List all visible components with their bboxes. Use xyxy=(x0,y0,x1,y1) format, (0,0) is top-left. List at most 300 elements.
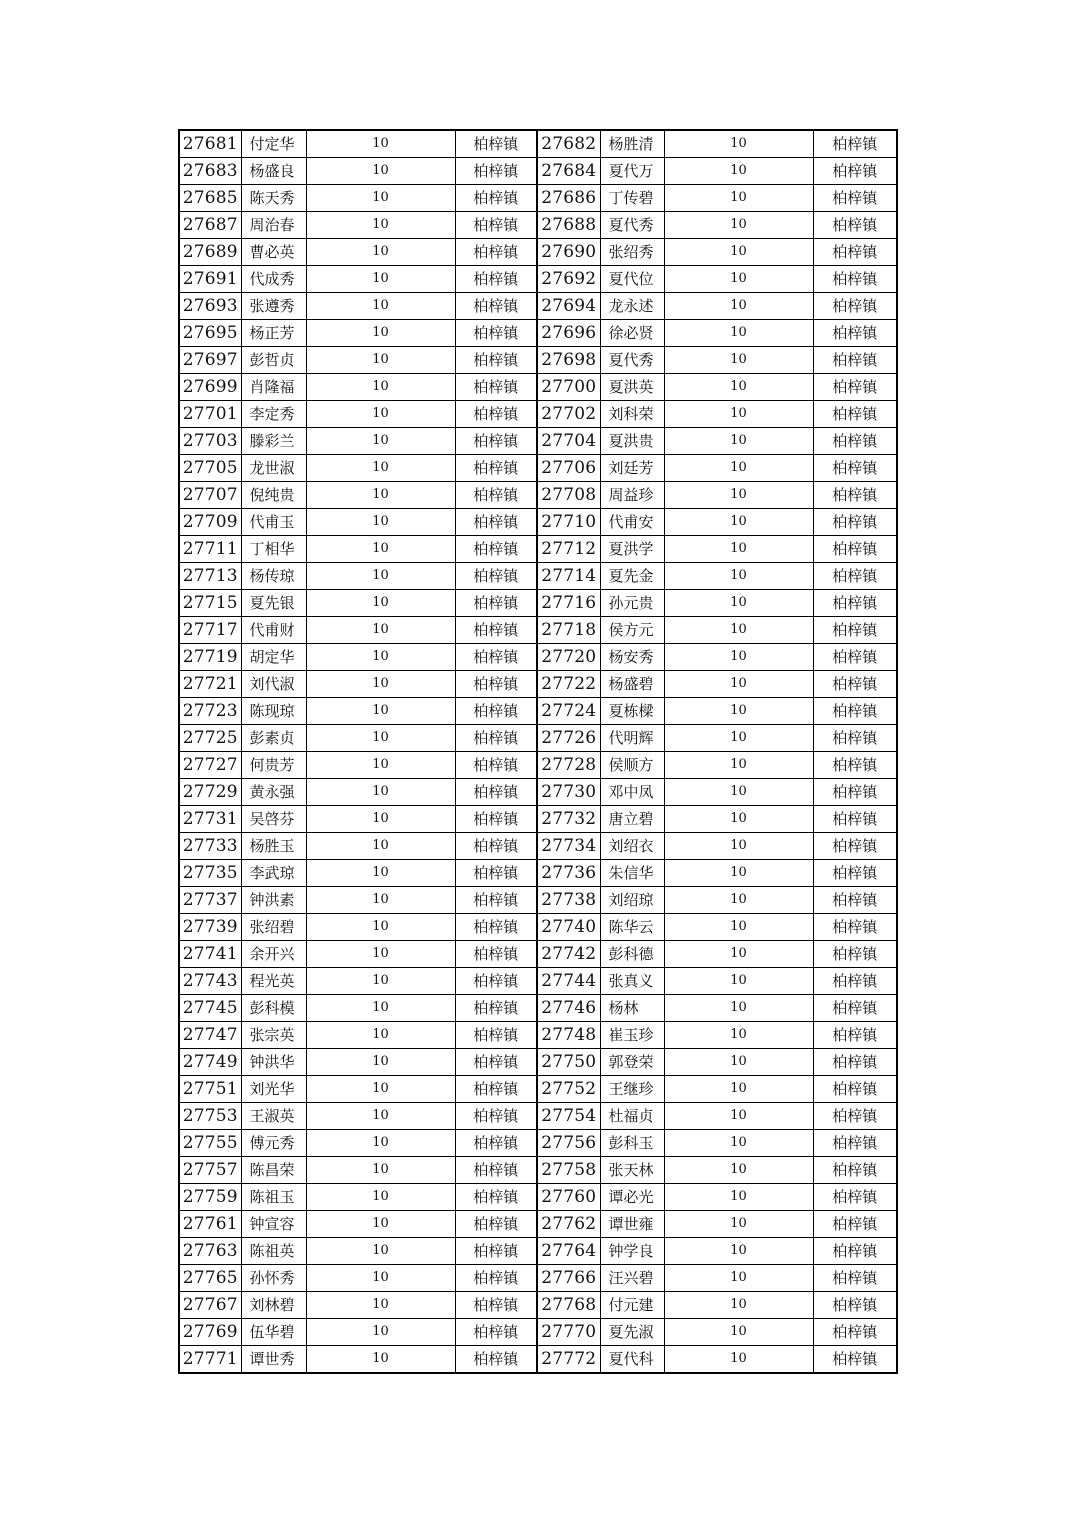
person-name-cell: 徐必贤 xyxy=(600,320,664,347)
town-name-cell: 柏梓镇 xyxy=(813,158,897,185)
table-row xyxy=(179,374,897,401)
record-id-cell: 27771 xyxy=(179,1346,241,1374)
record-id-cell: 27690 xyxy=(537,239,600,266)
amount-cell: 10 xyxy=(664,1238,813,1265)
amount-cell: 10 xyxy=(306,212,455,239)
town-name-cell: 柏梓镇 xyxy=(455,293,537,320)
person-name-cell: 李定秀 xyxy=(241,401,306,428)
record-id-cell: 27727 xyxy=(179,752,241,779)
town-name-cell: 柏梓镇 xyxy=(455,455,537,482)
record-id-cell: 27691 xyxy=(179,266,241,293)
amount-cell: 10 xyxy=(664,833,813,860)
person-name-cell: 汪兴碧 xyxy=(600,1265,664,1292)
amount-cell: 10 xyxy=(664,1346,813,1374)
table-row xyxy=(179,401,897,428)
town-name-cell: 柏梓镇 xyxy=(813,833,897,860)
record-id-cell: 27761 xyxy=(179,1211,241,1238)
table-row xyxy=(179,698,897,725)
person-name-cell: 伍华碧 xyxy=(241,1319,306,1346)
amount-cell: 10 xyxy=(664,1292,813,1319)
roster-table xyxy=(178,129,898,1374)
amount-cell: 10 xyxy=(306,374,455,401)
record-id-cell: 27741 xyxy=(179,941,241,968)
table-row xyxy=(179,1157,897,1184)
record-id-cell: 27745 xyxy=(179,995,241,1022)
amount-cell: 10 xyxy=(306,1049,455,1076)
town-name-cell: 柏梓镇 xyxy=(813,1049,897,1076)
amount-cell: 10 xyxy=(664,725,813,752)
record-id-cell: 27757 xyxy=(179,1157,241,1184)
amount-cell: 10 xyxy=(664,482,813,509)
person-name-cell: 傅元秀 xyxy=(241,1130,306,1157)
person-name-cell: 代甫玉 xyxy=(241,509,306,536)
amount-cell: 10 xyxy=(664,806,813,833)
person-name-cell: 崔玉珍 xyxy=(600,1022,664,1049)
person-name-cell: 丁传碧 xyxy=(600,185,664,212)
town-name-cell: 柏梓镇 xyxy=(455,1238,537,1265)
record-id-cell: 27734 xyxy=(537,833,600,860)
person-name-cell: 夏代科 xyxy=(600,1346,664,1374)
town-name-cell: 柏梓镇 xyxy=(813,482,897,509)
town-name-cell: 柏梓镇 xyxy=(455,914,537,941)
town-name-cell: 柏梓镇 xyxy=(455,320,537,347)
record-id-cell: 27735 xyxy=(179,860,241,887)
town-name-cell: 柏梓镇 xyxy=(813,995,897,1022)
town-name-cell: 柏梓镇 xyxy=(813,914,897,941)
amount-cell: 10 xyxy=(306,752,455,779)
record-id-cell: 27722 xyxy=(537,671,600,698)
amount-cell: 10 xyxy=(664,941,813,968)
amount-cell: 10 xyxy=(306,1346,455,1374)
record-id-cell: 27764 xyxy=(537,1238,600,1265)
record-id-cell: 27697 xyxy=(179,347,241,374)
town-name-cell: 柏梓镇 xyxy=(455,1022,537,1049)
town-name-cell: 柏梓镇 xyxy=(455,509,537,536)
amount-cell: 10 xyxy=(306,860,455,887)
record-id-cell: 27763 xyxy=(179,1238,241,1265)
record-id-cell: 27701 xyxy=(179,401,241,428)
amount-cell: 10 xyxy=(664,374,813,401)
person-name-cell: 付定华 xyxy=(241,130,306,158)
record-id-cell: 27714 xyxy=(537,563,600,590)
record-id-cell: 27726 xyxy=(537,725,600,752)
table-row xyxy=(179,320,897,347)
person-name-cell: 何贵芳 xyxy=(241,752,306,779)
table-row xyxy=(179,1292,897,1319)
person-name-cell: 滕彩兰 xyxy=(241,428,306,455)
person-name-cell: 张天林 xyxy=(600,1157,664,1184)
amount-cell: 10 xyxy=(664,347,813,374)
record-id-cell: 27723 xyxy=(179,698,241,725)
record-id-cell: 27695 xyxy=(179,320,241,347)
record-id-cell: 27712 xyxy=(537,536,600,563)
table-row xyxy=(179,1103,897,1130)
town-name-cell: 柏梓镇 xyxy=(813,374,897,401)
record-id-cell: 27770 xyxy=(537,1319,600,1346)
record-id-cell: 27699 xyxy=(179,374,241,401)
record-id-cell: 27696 xyxy=(537,320,600,347)
record-id-cell: 27687 xyxy=(179,212,241,239)
town-name-cell: 柏梓镇 xyxy=(813,1238,897,1265)
record-id-cell: 27685 xyxy=(179,185,241,212)
record-id-cell: 27704 xyxy=(537,428,600,455)
person-name-cell: 陈祖玉 xyxy=(241,1184,306,1211)
record-id-cell: 27754 xyxy=(537,1103,600,1130)
record-id-cell: 27710 xyxy=(537,509,600,536)
person-name-cell: 谭必光 xyxy=(600,1184,664,1211)
record-id-cell: 27739 xyxy=(179,914,241,941)
amount-cell: 10 xyxy=(664,590,813,617)
person-name-cell: 谭世秀 xyxy=(241,1346,306,1374)
table-row xyxy=(179,266,897,293)
amount-cell: 10 xyxy=(306,1238,455,1265)
amount-cell: 10 xyxy=(306,1184,455,1211)
person-name-cell: 曹必英 xyxy=(241,239,306,266)
amount-cell: 10 xyxy=(664,320,813,347)
town-name-cell: 柏梓镇 xyxy=(455,374,537,401)
amount-cell: 10 xyxy=(664,401,813,428)
table-row xyxy=(179,806,897,833)
person-name-cell: 付元建 xyxy=(600,1292,664,1319)
amount-cell: 10 xyxy=(306,1319,455,1346)
record-id-cell: 27711 xyxy=(179,536,241,563)
record-id-cell: 27707 xyxy=(179,482,241,509)
person-name-cell: 夏代位 xyxy=(600,266,664,293)
table-row xyxy=(179,185,897,212)
person-name-cell: 孙怀秀 xyxy=(241,1265,306,1292)
amount-cell: 10 xyxy=(306,1265,455,1292)
amount-cell: 10 xyxy=(306,185,455,212)
town-name-cell: 柏梓镇 xyxy=(455,887,537,914)
record-id-cell: 27683 xyxy=(179,158,241,185)
amount-cell: 10 xyxy=(306,509,455,536)
person-name-cell: 钟洪华 xyxy=(241,1049,306,1076)
person-name-cell: 夏洪英 xyxy=(600,374,664,401)
person-name-cell: 程光英 xyxy=(241,968,306,995)
table-row xyxy=(179,1346,897,1374)
town-name-cell: 柏梓镇 xyxy=(455,536,537,563)
town-name-cell: 柏梓镇 xyxy=(455,1319,537,1346)
person-name-cell: 钟宣容 xyxy=(241,1211,306,1238)
amount-cell: 10 xyxy=(664,698,813,725)
town-name-cell: 柏梓镇 xyxy=(455,401,537,428)
table-row xyxy=(179,1076,897,1103)
record-id-cell: 27721 xyxy=(179,671,241,698)
person-name-cell: 朱信华 xyxy=(600,860,664,887)
town-name-cell: 柏梓镇 xyxy=(813,320,897,347)
table-row xyxy=(179,644,897,671)
person-name-cell: 彭科玉 xyxy=(600,1130,664,1157)
person-name-cell: 钟洪素 xyxy=(241,887,306,914)
amount-cell: 10 xyxy=(664,428,813,455)
record-id-cell: 27748 xyxy=(537,1022,600,1049)
town-name-cell: 柏梓镇 xyxy=(455,1292,537,1319)
record-id-cell: 27744 xyxy=(537,968,600,995)
record-id-cell: 27702 xyxy=(537,401,600,428)
record-id-cell: 27743 xyxy=(179,968,241,995)
town-name-cell: 柏梓镇 xyxy=(813,509,897,536)
table-row xyxy=(179,1184,897,1211)
town-name-cell: 柏梓镇 xyxy=(455,266,537,293)
table-row xyxy=(179,1211,897,1238)
amount-cell: 10 xyxy=(306,806,455,833)
record-id-cell: 27736 xyxy=(537,860,600,887)
town-name-cell: 柏梓镇 xyxy=(813,752,897,779)
amount-cell: 10 xyxy=(664,995,813,1022)
town-name-cell: 柏梓镇 xyxy=(455,779,537,806)
record-id-cell: 27751 xyxy=(179,1076,241,1103)
table-row xyxy=(179,536,897,563)
amount-cell: 10 xyxy=(664,860,813,887)
town-name-cell: 柏梓镇 xyxy=(813,428,897,455)
table-row xyxy=(179,428,897,455)
town-name-cell: 柏梓镇 xyxy=(455,1157,537,1184)
amount-cell: 10 xyxy=(306,617,455,644)
record-id-cell: 27753 xyxy=(179,1103,241,1130)
person-name-cell: 王淑英 xyxy=(241,1103,306,1130)
amount-cell: 10 xyxy=(664,536,813,563)
roster-body xyxy=(179,130,897,1373)
table-row xyxy=(179,1022,897,1049)
record-id-cell: 27709 xyxy=(179,509,241,536)
person-name-cell: 郭登荣 xyxy=(600,1049,664,1076)
amount-cell: 10 xyxy=(664,914,813,941)
town-name-cell: 柏梓镇 xyxy=(455,130,537,158)
record-id-cell: 27703 xyxy=(179,428,241,455)
town-name-cell: 柏梓镇 xyxy=(813,401,897,428)
table-row xyxy=(179,887,897,914)
amount-cell: 10 xyxy=(664,1319,813,1346)
person-name-cell: 彭科德 xyxy=(600,941,664,968)
person-name-cell: 杨传琼 xyxy=(241,563,306,590)
town-name-cell: 柏梓镇 xyxy=(455,590,537,617)
person-name-cell: 唐立碧 xyxy=(600,806,664,833)
record-id-cell: 27766 xyxy=(537,1265,600,1292)
amount-cell: 10 xyxy=(664,212,813,239)
town-name-cell: 柏梓镇 xyxy=(813,860,897,887)
amount-cell: 10 xyxy=(306,401,455,428)
town-name-cell: 柏梓镇 xyxy=(455,725,537,752)
person-name-cell: 肖隆福 xyxy=(241,374,306,401)
amount-cell: 10 xyxy=(664,130,813,158)
table-row xyxy=(179,590,897,617)
town-name-cell: 柏梓镇 xyxy=(455,212,537,239)
amount-cell: 10 xyxy=(306,1103,455,1130)
record-id-cell: 27762 xyxy=(537,1211,600,1238)
record-id-cell: 27758 xyxy=(537,1157,600,1184)
record-id-cell: 27725 xyxy=(179,725,241,752)
town-name-cell: 柏梓镇 xyxy=(813,806,897,833)
record-id-cell: 27740 xyxy=(537,914,600,941)
person-name-cell: 陈华云 xyxy=(600,914,664,941)
person-name-cell: 杨盛碧 xyxy=(600,671,664,698)
record-id-cell: 27746 xyxy=(537,995,600,1022)
person-name-cell: 陈天秀 xyxy=(241,185,306,212)
record-id-cell: 27713 xyxy=(179,563,241,590)
town-name-cell: 柏梓镇 xyxy=(455,617,537,644)
amount-cell: 10 xyxy=(306,698,455,725)
person-name-cell: 侯方元 xyxy=(600,617,664,644)
table-row xyxy=(179,1130,897,1157)
amount-cell: 10 xyxy=(664,239,813,266)
town-name-cell: 柏梓镇 xyxy=(813,212,897,239)
amount-cell: 10 xyxy=(664,1211,813,1238)
person-name-cell: 刘廷芳 xyxy=(600,455,664,482)
person-name-cell: 周益珍 xyxy=(600,482,664,509)
record-id-cell: 27747 xyxy=(179,1022,241,1049)
table-row xyxy=(179,239,897,266)
record-id-cell: 27737 xyxy=(179,887,241,914)
amount-cell: 10 xyxy=(306,130,455,158)
town-name-cell: 柏梓镇 xyxy=(813,1076,897,1103)
record-id-cell: 27752 xyxy=(537,1076,600,1103)
amount-cell: 10 xyxy=(664,293,813,320)
amount-cell: 10 xyxy=(306,968,455,995)
record-id-cell: 27715 xyxy=(179,590,241,617)
amount-cell: 10 xyxy=(664,968,813,995)
amount-cell: 10 xyxy=(664,1103,813,1130)
record-id-cell: 27724 xyxy=(537,698,600,725)
town-name-cell: 柏梓镇 xyxy=(455,833,537,860)
record-id-cell: 27686 xyxy=(537,185,600,212)
town-name-cell: 柏梓镇 xyxy=(813,266,897,293)
record-id-cell: 27772 xyxy=(537,1346,600,1374)
town-name-cell: 柏梓镇 xyxy=(455,1076,537,1103)
table-row xyxy=(179,482,897,509)
amount-cell: 10 xyxy=(664,617,813,644)
person-name-cell: 杨正芳 xyxy=(241,320,306,347)
table-row xyxy=(179,509,897,536)
record-id-cell: 27717 xyxy=(179,617,241,644)
record-id-cell: 27682 xyxy=(537,130,600,158)
table-row xyxy=(179,293,897,320)
person-name-cell: 夏先淑 xyxy=(600,1319,664,1346)
person-name-cell: 龙永述 xyxy=(600,293,664,320)
town-name-cell: 柏梓镇 xyxy=(455,239,537,266)
table-row xyxy=(179,1265,897,1292)
amount-cell: 10 xyxy=(306,347,455,374)
person-name-cell: 刘光华 xyxy=(241,1076,306,1103)
amount-cell: 10 xyxy=(664,563,813,590)
person-name-cell: 张真义 xyxy=(600,968,664,995)
person-name-cell: 杨盛良 xyxy=(241,158,306,185)
record-id-cell: 27684 xyxy=(537,158,600,185)
town-name-cell: 柏梓镇 xyxy=(455,185,537,212)
person-name-cell: 刘绍衣 xyxy=(600,833,664,860)
person-name-cell: 丁相华 xyxy=(241,536,306,563)
town-name-cell: 柏梓镇 xyxy=(455,995,537,1022)
record-id-cell: 27693 xyxy=(179,293,241,320)
person-name-cell: 龙世淑 xyxy=(241,455,306,482)
record-id-cell: 27700 xyxy=(537,374,600,401)
amount-cell: 10 xyxy=(306,482,455,509)
record-id-cell: 27719 xyxy=(179,644,241,671)
person-name-cell: 张绍碧 xyxy=(241,914,306,941)
town-name-cell: 柏梓镇 xyxy=(455,671,537,698)
record-id-cell: 27759 xyxy=(179,1184,241,1211)
amount-cell: 10 xyxy=(306,914,455,941)
town-name-cell: 柏梓镇 xyxy=(455,644,537,671)
table-row xyxy=(179,1319,897,1346)
record-id-cell: 27769 xyxy=(179,1319,241,1346)
person-name-cell: 黄永强 xyxy=(241,779,306,806)
amount-cell: 10 xyxy=(306,1211,455,1238)
amount-cell: 10 xyxy=(306,1022,455,1049)
town-name-cell: 柏梓镇 xyxy=(455,563,537,590)
town-name-cell: 柏梓镇 xyxy=(455,1103,537,1130)
person-name-cell: 夏代秀 xyxy=(600,212,664,239)
record-id-cell: 27692 xyxy=(537,266,600,293)
record-id-cell: 27708 xyxy=(537,482,600,509)
town-name-cell: 柏梓镇 xyxy=(455,347,537,374)
amount-cell: 10 xyxy=(306,158,455,185)
town-name-cell: 柏梓镇 xyxy=(813,185,897,212)
record-id-cell: 27694 xyxy=(537,293,600,320)
record-id-cell: 27749 xyxy=(179,1049,241,1076)
town-name-cell: 柏梓镇 xyxy=(813,698,897,725)
record-id-cell: 27705 xyxy=(179,455,241,482)
table-row xyxy=(179,617,897,644)
amount-cell: 10 xyxy=(664,1157,813,1184)
town-name-cell: 柏梓镇 xyxy=(813,779,897,806)
person-name-cell: 代成秀 xyxy=(241,266,306,293)
amount-cell: 10 xyxy=(306,671,455,698)
person-name-cell: 王继珍 xyxy=(600,1076,664,1103)
record-id-cell: 27716 xyxy=(537,590,600,617)
person-name-cell: 钟学良 xyxy=(600,1238,664,1265)
town-name-cell: 柏梓镇 xyxy=(455,806,537,833)
amount-cell: 10 xyxy=(306,455,455,482)
amount-cell: 10 xyxy=(306,779,455,806)
person-name-cell: 余开兴 xyxy=(241,941,306,968)
town-name-cell: 柏梓镇 xyxy=(455,1346,537,1374)
town-name-cell: 柏梓镇 xyxy=(813,293,897,320)
person-name-cell: 代明辉 xyxy=(600,725,664,752)
table-row xyxy=(179,860,897,887)
amount-cell: 10 xyxy=(306,1130,455,1157)
amount-cell: 10 xyxy=(306,833,455,860)
record-id-cell: 27706 xyxy=(537,455,600,482)
table-row xyxy=(179,725,897,752)
person-name-cell: 夏栋樑 xyxy=(600,698,664,725)
amount-cell: 10 xyxy=(664,887,813,914)
town-name-cell: 柏梓镇 xyxy=(813,1130,897,1157)
town-name-cell: 柏梓镇 xyxy=(813,1346,897,1374)
table-row xyxy=(179,968,897,995)
table-row xyxy=(179,995,897,1022)
person-name-cell: 刘科荣 xyxy=(600,401,664,428)
amount-cell: 10 xyxy=(664,752,813,779)
town-name-cell: 柏梓镇 xyxy=(813,968,897,995)
amount-cell: 10 xyxy=(664,1049,813,1076)
town-name-cell: 柏梓镇 xyxy=(813,1157,897,1184)
amount-cell: 10 xyxy=(664,158,813,185)
town-name-cell: 柏梓镇 xyxy=(455,1211,537,1238)
amount-cell: 10 xyxy=(664,644,813,671)
record-id-cell: 27731 xyxy=(179,806,241,833)
town-name-cell: 柏梓镇 xyxy=(813,1184,897,1211)
table-row xyxy=(179,941,897,968)
person-name-cell: 彭哲贞 xyxy=(241,347,306,374)
town-name-cell: 柏梓镇 xyxy=(813,239,897,266)
record-id-cell: 27768 xyxy=(537,1292,600,1319)
town-name-cell: 柏梓镇 xyxy=(455,428,537,455)
amount-cell: 10 xyxy=(306,1292,455,1319)
town-name-cell: 柏梓镇 xyxy=(813,1265,897,1292)
town-name-cell: 柏梓镇 xyxy=(813,130,897,158)
amount-cell: 10 xyxy=(664,266,813,293)
amount-cell: 10 xyxy=(664,455,813,482)
